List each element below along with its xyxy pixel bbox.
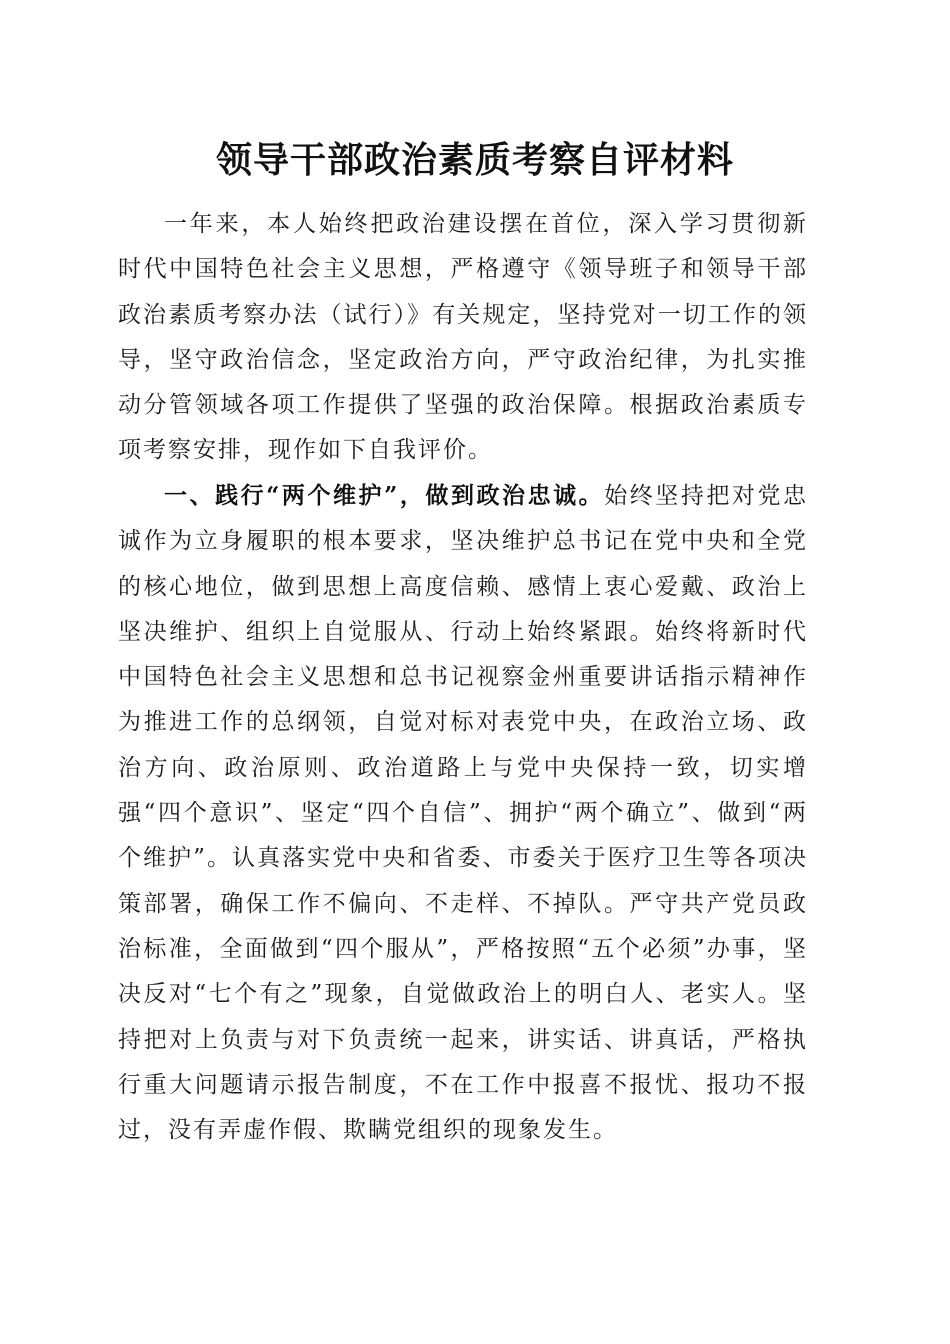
paragraph-intro-text: 一年来，本人始终把政治建设摆在首位，深入学习贯彻新时代中国特色社会主义思想，严格遵守《领导班子和领导干部政治素质考察办法（试行）》有关规定，坚持党对一切工作的领导，坚守政治信念，坚定政治方向，严守政治纪律，为扎实推动分管领域各项工作提供了坚强的政治保障。根据政治素质专项考察安排，现作如下自我评价。: [118, 211, 808, 464]
section-1-heading: 一、践行“两个维护”，做到政治忠诚。: [164, 482, 605, 509]
paragraph-section-1: [118, 473, 808, 1153]
document-title: 领导干部政治素质考察自评材料: [215, 139, 734, 181]
section-1-text: 始终坚持把对党忠诚作为立身履职的根本要求，坚决维护总书记在党中央和全党的核心地位，做到思想上高度信赖、感情上衷心爱戴、政治上坚决维护、组织上自觉服从、行动上始终紧跟。始终将新时代中国特色社会主义思想和总书记视察金州重要讲话指示精神作为推进工作的总纲领，自觉对标对表党中央，在政治立场、政治方向、政治原则、政治道路上与党中央保持一致，切实增强“四个意识”、坚定“四个自信”、拥护“两个确立”、做到“两个维护”。认真落实党中央和省委、市委关于医疗卫生等各项决策部署，确保工作不偏向、不走样、不掉队。严守共产党员政治标准，全面做到“四个服从”，严格按照“五个必须”办事，坚决反对“七个有之”现象，自觉做政治上的明白人、老实人。坚持把对上负责与对下负责统一起来，讲实话、讲真话，严格执行重大问题请示报告制度，不在工作中报喜不报忧、报功不报过，没有弄虚作假、欺瞒党组织的现象发生。: [118, 483, 808, 1144]
paragraph-intro: [118, 202, 808, 474]
